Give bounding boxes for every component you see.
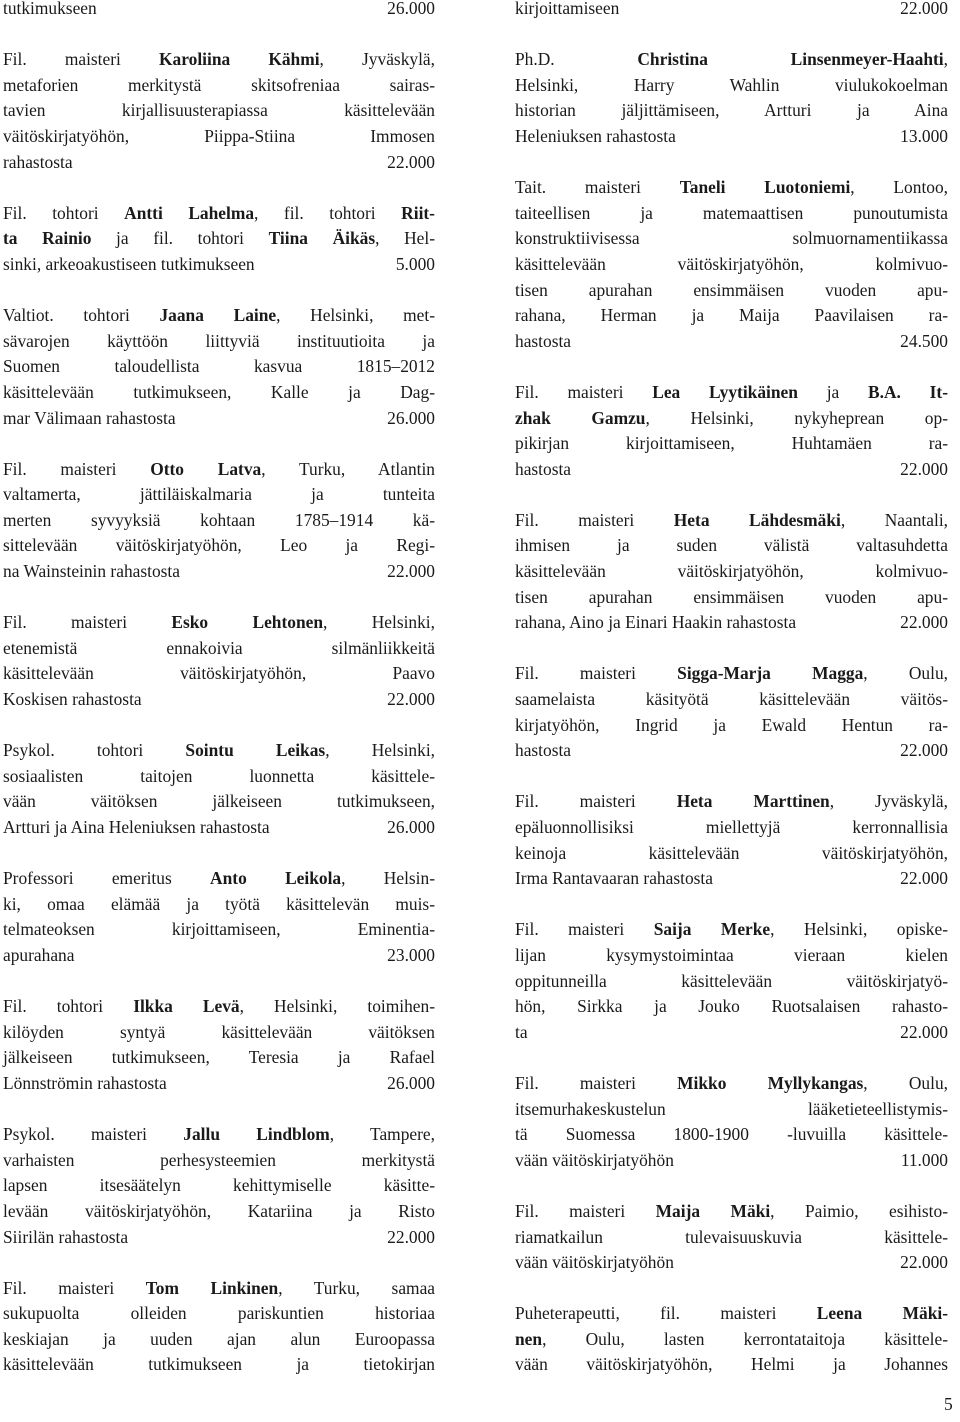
recipient-name: Jallu Lindblom bbox=[183, 1124, 330, 1145]
line-fragment: Fil. maisteri bbox=[3, 49, 159, 70]
recipient-name: Ilkka Levä bbox=[133, 996, 240, 1017]
line-text: ihmisen ja suden välistä valtasuhdetta bbox=[515, 535, 948, 556]
line-text: taiteellisen ja matemaattisen punoutumista bbox=[515, 202, 948, 223]
grant-amount: 5.000 bbox=[395, 253, 435, 274]
line-text: vään väitöskirjatyöhön bbox=[515, 1149, 674, 1170]
text-line bbox=[3, 789, 435, 815]
text-line bbox=[515, 380, 948, 406]
grant-amount: 26.000 bbox=[387, 407, 435, 428]
text-line bbox=[3, 866, 435, 892]
line-text bbox=[3, 866, 435, 892]
page-number: 5 bbox=[944, 1394, 953, 1414]
line-fragment: , Paimio, esihisto- bbox=[770, 1200, 948, 1221]
line-text: mar Välimaan rahastosta bbox=[3, 407, 176, 428]
line-text bbox=[515, 47, 948, 73]
line-text: etenemistä ennakoivia silmänliikkeitä bbox=[3, 637, 435, 658]
line-text: historian jäljittämiseen, Artturi ja Aina bbox=[515, 100, 948, 121]
line-text: vään väitöskirjatyöhön, Helmi ja Johannes bbox=[515, 1354, 948, 1375]
line-fragment: , Oulu, bbox=[863, 1072, 948, 1093]
grant-amount: 22.000 bbox=[387, 151, 435, 172]
paragraph-gap bbox=[515, 1173, 948, 1199]
paragraph-gap bbox=[515, 892, 948, 918]
recipient-name: Jaana Laine bbox=[159, 305, 277, 326]
line-text: Irma Rantavaaran rahastosta bbox=[515, 868, 713, 889]
text-line bbox=[3, 124, 435, 150]
text-line bbox=[515, 252, 948, 278]
text-line bbox=[515, 1020, 948, 1046]
line-text: hastosta bbox=[515, 458, 572, 479]
grant-amount: 13.000 bbox=[900, 125, 948, 146]
text-line bbox=[3, 892, 435, 918]
line-fragment: , Helsinki, bbox=[325, 740, 435, 761]
line-fragment: Fil. maisteri bbox=[3, 1277, 146, 1298]
line-fragment: Fil. tohtori bbox=[3, 202, 125, 223]
line-text: käsittelevään väitöskirjatyöhön, kolmivuo- bbox=[515, 561, 948, 582]
line-text: sosiaalisten taitojen luonnetta käsittele- bbox=[3, 765, 435, 786]
text-line bbox=[515, 201, 948, 227]
line-text: apurahana bbox=[3, 944, 75, 965]
text-line bbox=[3, 1276, 435, 1302]
line-text: tisen apurahan ensimmäisen vuoden apu- bbox=[515, 586, 948, 607]
text-line bbox=[3, 610, 435, 636]
text-line bbox=[515, 1199, 948, 1225]
text-line bbox=[515, 124, 948, 150]
grant-amount: 26.000 bbox=[387, 817, 435, 837]
text-line bbox=[3, 687, 435, 713]
paragraph-gap bbox=[3, 175, 435, 201]
recipient-name: Taneli Luotoniemi bbox=[679, 177, 851, 198]
line-fragment: ja fil. tohtori bbox=[91, 228, 269, 249]
paragraph-gap bbox=[515, 1045, 948, 1071]
line-text: Helsinki, Harry Wahlin viulukokoelman bbox=[515, 74, 948, 95]
line-text: keinoja käsittelevään väitöskirjatyöhön, bbox=[515, 842, 948, 863]
text-line bbox=[515, 1301, 948, 1327]
line-fragment: Psykol. maisteri bbox=[3, 1124, 184, 1145]
paragraph-gap bbox=[3, 969, 435, 995]
line-text: Heleniuksen rahastosta bbox=[515, 125, 676, 146]
recipient-name: Tom Linkinen bbox=[145, 1277, 279, 1298]
recipient-name: nen bbox=[515, 1328, 543, 1349]
text-line bbox=[3, 917, 435, 943]
line-text bbox=[3, 303, 435, 329]
text-line bbox=[515, 917, 948, 943]
text-line bbox=[515, 278, 948, 304]
line-text bbox=[515, 175, 948, 201]
line-text bbox=[515, 1199, 948, 1225]
text-line bbox=[515, 687, 948, 713]
recipient-name: Sointu Leikas bbox=[185, 740, 326, 761]
line-text bbox=[515, 789, 948, 815]
text-line bbox=[3, 73, 435, 99]
line-fragment: , Oulu, bbox=[863, 663, 948, 684]
recipient-name: Mikko Myllykangas bbox=[677, 1072, 864, 1093]
line-text: lijan kysymystoimintaa vieraan kielen bbox=[515, 944, 948, 965]
recipient-name: Anto Leikola bbox=[210, 868, 342, 889]
line-text: tutkimukseen bbox=[3, 0, 97, 18]
line-text: ki, omaa elämää ja työtä käsittelevän muis- bbox=[3, 893, 435, 914]
line-text: riamatkailun tulevaisuuskuvia käsittele- bbox=[515, 1226, 948, 1247]
line-fragment: Fil. maisteri bbox=[3, 458, 151, 479]
line-text: saamelaista käsityötä käsittelevään väitös- bbox=[515, 689, 948, 710]
text-line bbox=[515, 303, 948, 329]
line-fragment: , Jyväskylä, bbox=[319, 49, 435, 70]
grant-amount: 26.000 bbox=[387, 0, 435, 18]
grant-amount: 22.000 bbox=[900, 868, 948, 889]
line-text: sävarojen käyttöön liittyviä instituutioita ja bbox=[3, 330, 435, 351]
line-text: sittelevään väitöskirjatyöhön, Leo ja Regi- bbox=[3, 535, 435, 556]
line-text: hastosta bbox=[515, 330, 572, 351]
line-text: kirjoittamiseen bbox=[515, 0, 620, 18]
line-fragment: , Helsinki, met- bbox=[276, 305, 435, 326]
line-text: pikirjan kirjoittamiseen, Huhtamäen ra- bbox=[515, 433, 948, 454]
text-line bbox=[515, 1097, 948, 1123]
line-text: tavien kirjallisuusterapiassa käsittelevään bbox=[3, 100, 435, 121]
line-text: varhaisten perhesysteemien merkitystä bbox=[3, 1149, 435, 1170]
line-text bbox=[515, 661, 948, 687]
line-text: levään väitöskirjatyöhön, Katariina ja Risto bbox=[3, 1200, 435, 1221]
line-text: Suomen taloudellista kasvua 1815–2012 bbox=[3, 356, 435, 377]
line-text: merten syvyyksiä kohtaan 1785–1914 kä- bbox=[3, 509, 435, 530]
grant-amount: 22.000 bbox=[900, 1252, 948, 1273]
text-line bbox=[3, 764, 435, 790]
line-text bbox=[515, 917, 948, 943]
line-fragment: Fil. maisteri bbox=[515, 1200, 656, 1221]
text-line bbox=[3, 1020, 435, 1046]
text-line bbox=[3, 1071, 435, 1097]
paragraph-gap bbox=[3, 431, 435, 457]
paragraph-gap bbox=[515, 764, 948, 790]
line-text: käsittelevään tutkimukseen, Kalle ja Dag- bbox=[3, 381, 435, 402]
text-line bbox=[3, 636, 435, 662]
text-line bbox=[3, 1173, 435, 1199]
text-line bbox=[3, 533, 435, 559]
grant-amount: 23.000 bbox=[387, 944, 435, 965]
line-text: rahastosta bbox=[3, 151, 73, 172]
line-text: Koskisen rahastosta bbox=[3, 689, 142, 710]
line-fragment: , fil. tohtori bbox=[254, 202, 402, 223]
text-line bbox=[515, 457, 948, 483]
paragraph-gap bbox=[515, 22, 948, 48]
text-line bbox=[515, 329, 948, 355]
recipient-name: Leena Mäki- bbox=[816, 1303, 948, 1324]
paragraph-gap bbox=[3, 1097, 435, 1123]
line-text: hön, Sirkka ja Jouko Ruotsalaisen rahasto- bbox=[515, 996, 948, 1017]
line-text bbox=[515, 1071, 948, 1097]
line-fragment: Fil. maisteri bbox=[3, 612, 172, 633]
text-line bbox=[515, 1071, 948, 1097]
text-line bbox=[3, 226, 435, 252]
line-text: rahana, Herman ja Maija Paavilaisen ra- bbox=[515, 305, 948, 326]
line-text: rahana, Aino ja Einari Haakin rahastosta bbox=[515, 612, 797, 633]
text-line bbox=[3, 150, 435, 176]
line-text: konstruktiivisessa solmuornamentiikassa bbox=[515, 228, 948, 249]
text-line bbox=[3, 98, 435, 124]
line-fragment: , Helsinki, toimihen- bbox=[239, 996, 435, 1017]
line-fragment: Psykol. tohtori bbox=[3, 740, 186, 761]
recipient-name: Lea Lyytikäinen bbox=[652, 381, 798, 402]
line-text: oppitunneilla käsittelevään väitöskirjatyö- bbox=[515, 970, 948, 991]
line-text: vään väitöksen jälkeiseen tutkimukseen, bbox=[3, 791, 435, 812]
text-line bbox=[515, 969, 948, 995]
line-fragment: Professori emeritus bbox=[3, 868, 211, 889]
text-line bbox=[3, 508, 435, 534]
line-fragment: , Helsinki, nykyheprean op- bbox=[645, 407, 948, 428]
line-fragment: , Lontoo, bbox=[850, 177, 949, 198]
line-fragment: , Jyväskylä, bbox=[829, 791, 948, 812]
text-line bbox=[3, 354, 435, 380]
text-line bbox=[3, 0, 435, 22]
paragraph-gap bbox=[515, 1276, 948, 1302]
grant-amount: 22.000 bbox=[900, 0, 948, 18]
recipient-name: Karoliina Kähmi bbox=[159, 49, 320, 70]
line-fragment: Fil. maisteri bbox=[515, 509, 674, 530]
text-line bbox=[3, 329, 435, 355]
line-text bbox=[3, 457, 435, 483]
line-text: kirjatyöhön, Ingrid ja Ewald Hentun ra- bbox=[515, 714, 948, 735]
line-text bbox=[3, 738, 435, 764]
line-text: ta bbox=[515, 1021, 528, 1042]
grant-amount: 22.000 bbox=[387, 561, 435, 582]
text-line bbox=[3, 406, 435, 432]
text-line bbox=[515, 815, 948, 841]
text-line bbox=[515, 738, 948, 764]
grant-amount: 22.000 bbox=[387, 689, 435, 710]
text-line bbox=[3, 1148, 435, 1174]
line-text: sukupuolta olleiden pariskuntien historiaa bbox=[3, 1303, 435, 1324]
recipient-name: Christina Linsenmeyer-Haahti bbox=[637, 49, 944, 70]
line-fragment: Puheterapeutti, fil. maisteri bbox=[515, 1303, 817, 1324]
paragraph-gap bbox=[3, 1250, 435, 1276]
text-line bbox=[515, 661, 948, 687]
text-line bbox=[3, 252, 435, 278]
grant-amount: 22.000 bbox=[900, 612, 948, 633]
paragraph-gap bbox=[3, 278, 435, 304]
line-text: tisen apurahan ensimmäisen vuoden apu- bbox=[515, 279, 948, 300]
text-line bbox=[515, 1250, 948, 1276]
line-fragment: Fil. maisteri bbox=[515, 381, 653, 402]
recipient-name: Otto Latva bbox=[150, 458, 262, 479]
text-line bbox=[515, 789, 948, 815]
left-column bbox=[3, 0, 435, 1378]
line-text bbox=[515, 380, 948, 406]
paragraph-gap bbox=[3, 841, 435, 867]
line-text: Siirilän rahastosta bbox=[3, 1226, 129, 1247]
line-fragment: , Helsin- bbox=[341, 868, 435, 889]
text-line bbox=[3, 380, 435, 406]
line-text: na Wainsteinin rahastosta bbox=[3, 561, 180, 582]
paragraph-gap bbox=[515, 636, 948, 662]
line-text: lapsen itsesäätelyn kehittymiselle käsitte- bbox=[3, 1175, 435, 1196]
text-line bbox=[515, 508, 948, 534]
line-fragment: Fil. maisteri bbox=[515, 919, 654, 940]
text-line bbox=[515, 533, 948, 559]
line-text: metaforien merkitystä skitsofreniaa sairas- bbox=[3, 74, 435, 95]
line-fragment: Tait. maisteri bbox=[515, 177, 680, 198]
recipient-name: Esko Lehtonen bbox=[171, 612, 324, 633]
line-text: Artturi ja Aina Heleniuksen rahastosta bbox=[3, 817, 270, 837]
text-line bbox=[515, 175, 948, 201]
text-line bbox=[3, 1225, 435, 1251]
recipient-name: Saija Merke bbox=[653, 919, 771, 940]
line-fragment: Fil. tohtori bbox=[3, 996, 134, 1017]
text-line bbox=[3, 1199, 435, 1225]
line-fragment: , Naantali, bbox=[840, 509, 948, 530]
line-fragment: Valtiot. tohtori bbox=[3, 305, 160, 326]
grant-amount: 22.000 bbox=[900, 740, 948, 761]
paragraph-gap bbox=[515, 150, 948, 176]
text-line bbox=[515, 943, 948, 969]
line-text: käsittelevään väitöskirjatyöhön, kolmivuo- bbox=[515, 253, 948, 274]
recipient-name: Heta Marttinen bbox=[676, 791, 830, 812]
line-text: telmateoksen kirjoittamiseen, Eminentia- bbox=[3, 919, 435, 940]
line-text: valtamerta, jättiläiskalmaria ja tunteita bbox=[3, 484, 435, 505]
text-line bbox=[3, 815, 435, 841]
line-fragment: , Helsinki, opiske- bbox=[770, 919, 948, 940]
paragraph-gap bbox=[3, 713, 435, 739]
line-text: käsittelevään väitöskirjatyöhön, Paavo bbox=[3, 663, 435, 684]
text-line bbox=[3, 661, 435, 687]
line-text: epäluonnollisiksi miellettyjä kerronnallisia bbox=[515, 817, 948, 837]
line-text: tä Suomessa 1800-1900 -luvuilla käsittele- bbox=[515, 1124, 948, 1145]
text-line bbox=[515, 1122, 948, 1148]
text-line bbox=[3, 943, 435, 969]
grant-amount: 11.000 bbox=[900, 1149, 948, 1170]
line-text bbox=[3, 47, 435, 73]
line-text bbox=[3, 201, 435, 227]
text-line bbox=[515, 1148, 948, 1174]
text-line bbox=[515, 431, 948, 457]
line-fragment: , Helsinki, bbox=[323, 612, 435, 633]
line-fragment: ja bbox=[797, 381, 869, 402]
text-line bbox=[3, 457, 435, 483]
line-text: käsittelevään tutkimukseen ja tietokirjan bbox=[3, 1354, 435, 1375]
line-text: itsemurhakeskustelun lääketieteellistymis- bbox=[515, 1098, 948, 1119]
paragraph-gap bbox=[3, 585, 435, 611]
line-fragment: , Turku, Atlantin bbox=[261, 458, 435, 479]
recipient-name: Riit- bbox=[401, 202, 435, 223]
text-line bbox=[515, 47, 948, 73]
text-line bbox=[3, 47, 435, 73]
recipient-name: Antti Lahelma bbox=[124, 202, 255, 223]
paragraph-gap bbox=[515, 482, 948, 508]
text-line bbox=[515, 559, 948, 585]
text-line bbox=[515, 406, 948, 432]
line-text bbox=[515, 1301, 948, 1327]
paragraph-gap bbox=[515, 354, 948, 380]
text-line bbox=[515, 585, 948, 611]
line-text bbox=[515, 406, 948, 432]
text-line bbox=[515, 226, 948, 252]
recipient-name: Maija Mäki bbox=[655, 1200, 771, 1221]
text-line bbox=[3, 482, 435, 508]
line-text: keskiajan ja uuden ajan alun Euroopassa bbox=[3, 1328, 435, 1349]
text-line bbox=[3, 559, 435, 585]
text-line bbox=[3, 303, 435, 329]
text-line bbox=[515, 610, 948, 636]
text-line bbox=[515, 1352, 948, 1378]
line-fragment: Fil. maisteri bbox=[515, 791, 677, 812]
grant-amount: 26.000 bbox=[387, 1072, 435, 1093]
line-text bbox=[515, 508, 948, 534]
text-line bbox=[3, 1301, 435, 1327]
recipient-name: Sigga-Marja Magga bbox=[677, 663, 864, 684]
text-line bbox=[3, 1352, 435, 1378]
line-text bbox=[515, 1327, 948, 1353]
text-line bbox=[3, 1327, 435, 1353]
line-text: jälkeiseen tutkimukseen, Teresia ja Rafael bbox=[3, 1047, 435, 1068]
text-line bbox=[515, 1225, 948, 1251]
text-line bbox=[3, 1122, 435, 1148]
recipient-name: Tiina Äikäs bbox=[268, 228, 376, 249]
text-line bbox=[3, 994, 435, 1020]
right-column bbox=[515, 0, 948, 1378]
recipient-name: zhak Gamzu bbox=[515, 407, 646, 428]
line-text bbox=[3, 226, 435, 252]
line-text: vään väitöskirjatyöhön bbox=[515, 1252, 674, 1273]
line-fragment: Fil. maisteri bbox=[515, 1072, 678, 1093]
recipient-name: B.A. It- bbox=[868, 381, 948, 402]
line-fragment: , Turku, samaa bbox=[278, 1277, 436, 1298]
line-text: hastosta bbox=[515, 740, 572, 761]
text-line bbox=[515, 1327, 948, 1353]
grant-amount: 22.000 bbox=[900, 458, 948, 479]
line-text bbox=[3, 610, 435, 636]
text-line bbox=[515, 994, 948, 1020]
recipient-name: ta Rainio bbox=[3, 228, 92, 249]
text-line bbox=[3, 738, 435, 764]
paragraph-gap bbox=[3, 22, 435, 48]
grant-amount: 22.000 bbox=[900, 1021, 948, 1042]
line-fragment: , Oulu, lasten kerrontataitoja käsittele- bbox=[542, 1328, 948, 1349]
text-line bbox=[515, 866, 948, 892]
line-text: kilöyden syntyä käsittelevään väitöksen bbox=[3, 1021, 435, 1042]
text-line bbox=[3, 1045, 435, 1071]
text-line bbox=[515, 841, 948, 867]
line-fragment: Fil. maisteri bbox=[515, 663, 678, 684]
grant-amount: 24.500 bbox=[900, 330, 948, 351]
line-text bbox=[3, 1122, 435, 1148]
line-fragment: Ph.D. bbox=[515, 49, 638, 70]
line-text: väitöskirjatyöhön, Piippa-Stiina Immosen bbox=[3, 125, 435, 146]
line-text: sinki, arkeoakustiseen tutkimukseen bbox=[3, 253, 255, 274]
text-line bbox=[515, 713, 948, 739]
text-line bbox=[515, 98, 948, 124]
line-fragment: , Hel- bbox=[375, 228, 435, 249]
line-text bbox=[3, 1276, 435, 1302]
recipient-name: Heta Lähdesmäki bbox=[673, 509, 841, 530]
grant-amount: 22.000 bbox=[387, 1226, 435, 1247]
text-line bbox=[3, 201, 435, 227]
text-line bbox=[515, 0, 948, 22]
line-text: Lönnströmin rahastosta bbox=[3, 1072, 167, 1093]
text-line bbox=[515, 73, 948, 99]
line-text bbox=[3, 994, 435, 1020]
line-fragment: , bbox=[943, 49, 948, 70]
line-fragment: , Tampere, bbox=[329, 1124, 435, 1145]
